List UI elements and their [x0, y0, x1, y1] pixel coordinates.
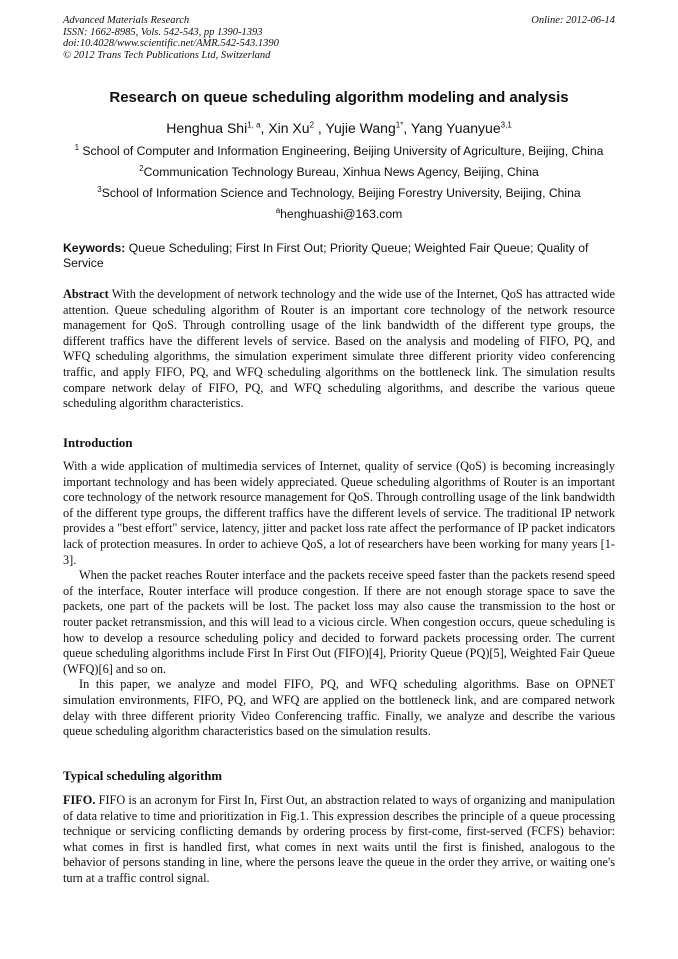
introduction-body — [63, 459, 615, 740]
abstract-text: With the development of network technology and the wide use of the Internet, QoS has attracted wide attention. Queue scheduling algorithm of Router is an important core technology of the network resource management for QoS. Through controlling usage of the link bandwidth of the different type groups, the different traffics have the different levels of service. Based on the analysis and modeling of FIFO, PQ, and WFQ scheduling algorithms, the simulation experiment simulate three different priority video conferencing traffic, and apply FIFO, PQ, and WFQ scheduling algorithms on the bottleneck link. The simulation results compare network delay of FIFO, PQ, and WFQ scheduling algorithms, and describe the various queue scheduling algorithm characteristics. — [63, 287, 615, 411]
author-name: Xin Xu — [268, 120, 310, 136]
affiliation-sup: 2 — [139, 163, 144, 173]
author-sep: , — [314, 120, 326, 136]
journal-copyright: © 2012 Trans Tech Publications Ltd, Switzerland — [63, 49, 271, 61]
affiliation-text: Communication Technology Bureau, Xinhua News Agency, Beijing, China — [143, 165, 539, 179]
abstract — [63, 287, 615, 412]
keywords-label: Keywords: — [63, 241, 126, 255]
affiliation-3 — [0, 186, 678, 200]
paper-title: Research on queue scheduling algorithm modeling and analysis — [109, 89, 569, 106]
abstract-label: Abstract — [63, 287, 109, 301]
keywords-text: Queue Scheduling; First In First Out; Priority Queue; Weighted Fair Queue; Quality of Service — [63, 241, 589, 270]
author-name: Yujie Wang — [325, 120, 396, 136]
affiliation-text: School of Information Science and Technology, Beijing Forestry University, Beijing, China — [101, 186, 581, 200]
author-sup: 1* — [395, 120, 404, 130]
fifo-section — [63, 793, 615, 887]
author-line — [0, 120, 678, 136]
typical-heading: Typical scheduling algorithm — [63, 769, 223, 783]
affiliation-sup: a — [275, 205, 281, 215]
author-name: Yang Yuanyue — [410, 120, 501, 136]
affiliation-sup: 1 — [74, 142, 80, 152]
author-sup: 3,1 — [500, 120, 512, 130]
author-email — [0, 207, 678, 221]
intro-paragraph-2: When the packet reaches Router interface and the packets receive speed faster than the packets resend speed of the interface, Router interface will produce congestion. If there are not enough storage space to save the packets, one part of the packets will be lost. The packet loss may also cause the transmission to the host or router packet retransmission, and this will lead to a vicious circle. When congestion occurs, queue scheduling is how to develop a resource scheduling policy and decided to forward packets processing order. The current queue scheduling algorithms include First In First Out (FIFO)[4], Priority Queue (PQ)[5], Weighted Fair Queue (WFQ)[6] and so on. — [63, 568, 615, 676]
email-text: henghuashi@163.com — [280, 207, 403, 221]
journal-issn: ISSN: 1662-8985, Vols. 542-543, pp 1390-1393 — [63, 26, 263, 38]
keywords — [63, 241, 615, 271]
fifo-label: FIFO. — [63, 793, 96, 807]
author-sup: 1, a — [247, 120, 261, 130]
affiliation-sup: 3 — [97, 184, 102, 194]
author-sup: 2 — [309, 120, 315, 130]
introduction-heading: Introduction — [63, 436, 133, 450]
affiliation-1 — [0, 144, 678, 158]
online-date: Online: 2012-06-14 — [531, 15, 615, 26]
intro-paragraph-1: With a wide application of multimedia services of Internet, quality of service (QoS) is becoming increasingly important technology and has been widely appreciated. Queue scheduling algorithms of Router is an important core technology of the network resource management for QoS. Through controlling usage of the link bandwidth of the different type groups, the different traffics have the different levels of service. The traditional IP network provides a "best effort" service, latency, jitter and packet loss rate affect the performance of IP packet indicators lack of protection measures. In order to achieve QoS, a lot of researchers have been working for many years [1-3]. — [63, 459, 615, 567]
intro-paragraph-3: In this paper, we analyze and model FIFO, PQ, and WFQ scheduling algorithms. Base on OPNET simulation environments, FIFO, PQ, and WFQ are applied on the bottleneck link, and are compared network delay with three different priority Video Conferencing traffic. Finally, we analyze and describe the various queue scheduling algorithm characteristics based on the simulation results. — [63, 677, 615, 739]
author-sep: , — [260, 120, 269, 136]
author-name: Henghua Shi — [166, 120, 248, 136]
affiliation-2 — [0, 165, 678, 179]
author-sep: , — [403, 120, 411, 136]
journal-header — [63, 15, 279, 61]
affiliation-text: School of Computer and Information Engineering, Beijing University of Agriculture, Beijing, China — [79, 144, 604, 158]
fifo-text: FIFO is an acronym for First In, First Out, an abstraction related to ways of organizing and manipulation of data relative to time and prioritization in Fig.1. This expression describes the principle of a queue processing technique or servicing conflicting demands by ordering process by first-come, first-served (FCFS) behavior: what comes in first is handled first, what comes in next waits until the first is finished, analogous to the behavior of persons standing in line, where the persons leave the queue in the order they arrive, or waiting one's turn at a traffic control signal. — [63, 793, 615, 885]
journal-doi: doi:10.4028/www.scientific.net/AMR.542-543.1390 — [63, 38, 279, 49]
journal-name: Advanced Materials Research — [63, 15, 190, 26]
